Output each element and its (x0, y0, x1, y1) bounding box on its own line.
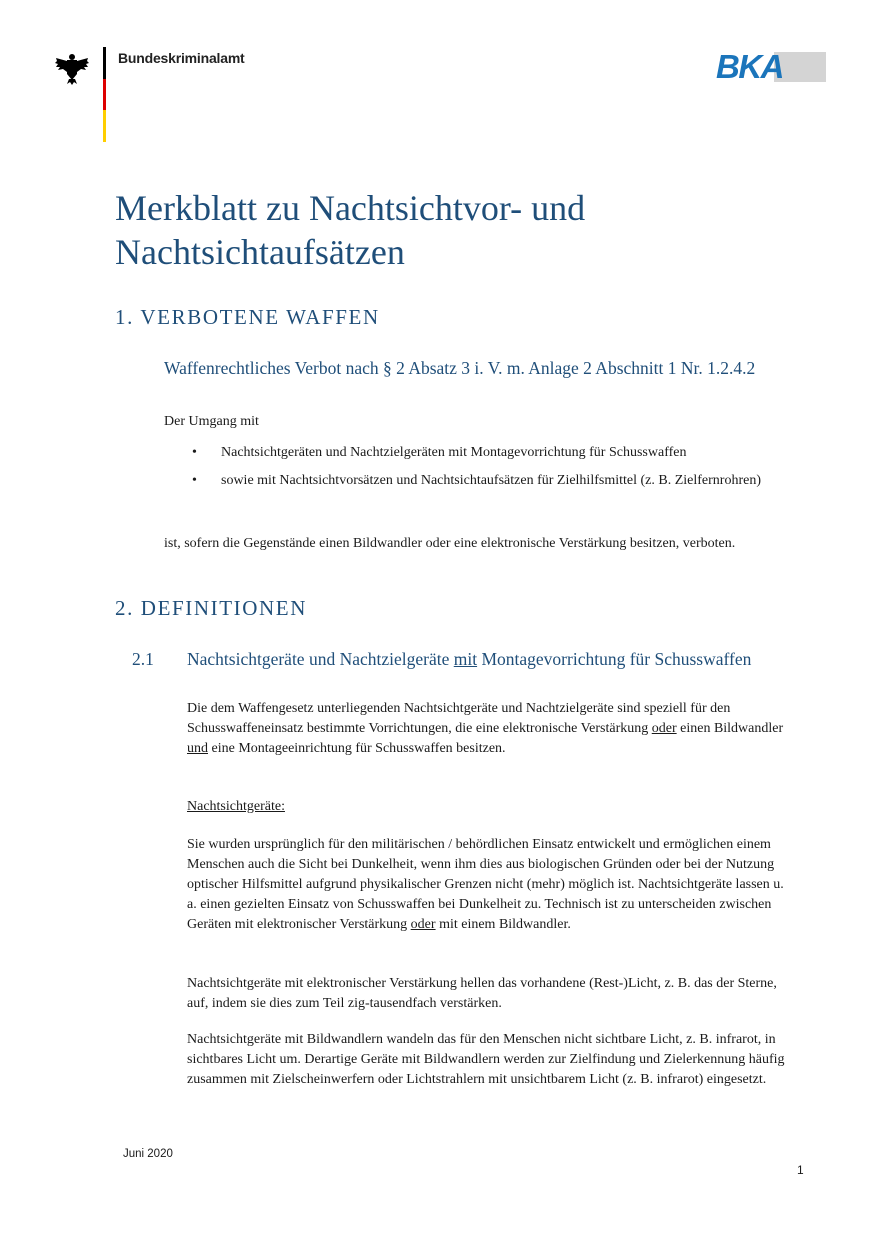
definition-paragraph: Die dem Waffengesetz unterliegenden Nachtsichtgeräte und Nachtzielgeräte sind speziell für den Schusswaffeneinsatz bestimmte Vorrichtungen, die eine elektronische Verstärkung oder einen Bildwandler und eine Montageeinrichtung für Schusswaffen besitzen. (187, 701, 784, 756)
section-2-1-heading: Nachtsichtgeräte und Nachtzielgeräte mit Montagevorrichtung für Schusswaffen (187, 649, 752, 669)
list-item: • Nachtsichtgeräten und Nachtzielgeräten mit Montagevorrichtung für Schusswaffen (192, 443, 777, 463)
section-1-conclusion: ist, sofern die Gegenstände einen Bildwandler oder eine elektronische Verstärkung besitzen, verboten. (164, 536, 736, 551)
bka-logo (716, 48, 826, 85)
section-1-bullet-list (192, 443, 777, 491)
section-2-1-number: 2.1 (132, 649, 154, 669)
section-2-heading: 2. DEFINITIONEN (115, 596, 307, 620)
page-number: 1 (797, 1163, 804, 1177)
description-paragraph: Sie wurden ursprünglich für den militärischen / behördlichen Einsatz entwickelt und ermöglichen einem Menschen auch die Sicht bei Dunkelheit, wenn ihm dies aus biologischen Gründen oder bei der Nutzung optischer Hilfsmittel aufgrund physikalischer Grenzen nicht (mehr) möglich ist. Nachtsichtgeräte lassen u. a. einen gezielten Einsatz von Schusswaffen bei Dunkelheit zu. Technisch ist zu unterscheiden zwischen Geräten mit elektronischer Verstärkung oder mit einem Bildwandler. (187, 837, 784, 932)
flag-bar (103, 47, 106, 142)
page-title: Merkblatt zu Nachtsichtvor- und Nachtsichtaufsätzen (115, 188, 586, 272)
section-1-heading: 1. VERBOTENE WAFFEN (115, 305, 380, 329)
nachtsichtgeraete-label: Nachtsichtgeräte: (187, 799, 285, 814)
image-converter-paragraph: Nachtsichtgeräte mit Bildwandlern wandeln das für den Menschen nicht sichtbare Licht, z. B. infrarot, in sichtbares Licht um. Derartige Geräte mit Bildwandlern werden zur Zielfindung und Zielerkennung häufig zusammen mit Zielscheinwerfern oder Lichtstrahlern mit unsichtbarem Licht (z. B. infrarot) eingesetzt. (187, 1032, 785, 1087)
federal-eagle-icon (54, 50, 90, 86)
footer-date: Juni 2020 (123, 1148, 173, 1160)
section-1-subheading: Waffenrechtliches Verbot nach § 2 Absatz 3 i. V. m. Anlage 2 Abschnitt 1 Nr. 1.2.4.2 (164, 358, 756, 378)
list-item: • sowie mit Nachtsichtvorsätzen und Nachtsichtaufsätzen für Zielhilfsmittel (z. B. Zielfernrohren) (192, 471, 777, 491)
bka-logo-text: BKA (716, 48, 783, 85)
section-1-intro: Der Umgang mit (164, 414, 259, 429)
amplification-paragraph: Nachtsichtgeräte mit elektronischer Verstärkung hellen das vorhandene (Rest-)Licht, z. B. das der Sterne, auf, indem sie dies zum Teil zig-tausendfach verstärken. (187, 976, 777, 1011)
agency-name: Bundeskriminalamt (118, 50, 245, 66)
